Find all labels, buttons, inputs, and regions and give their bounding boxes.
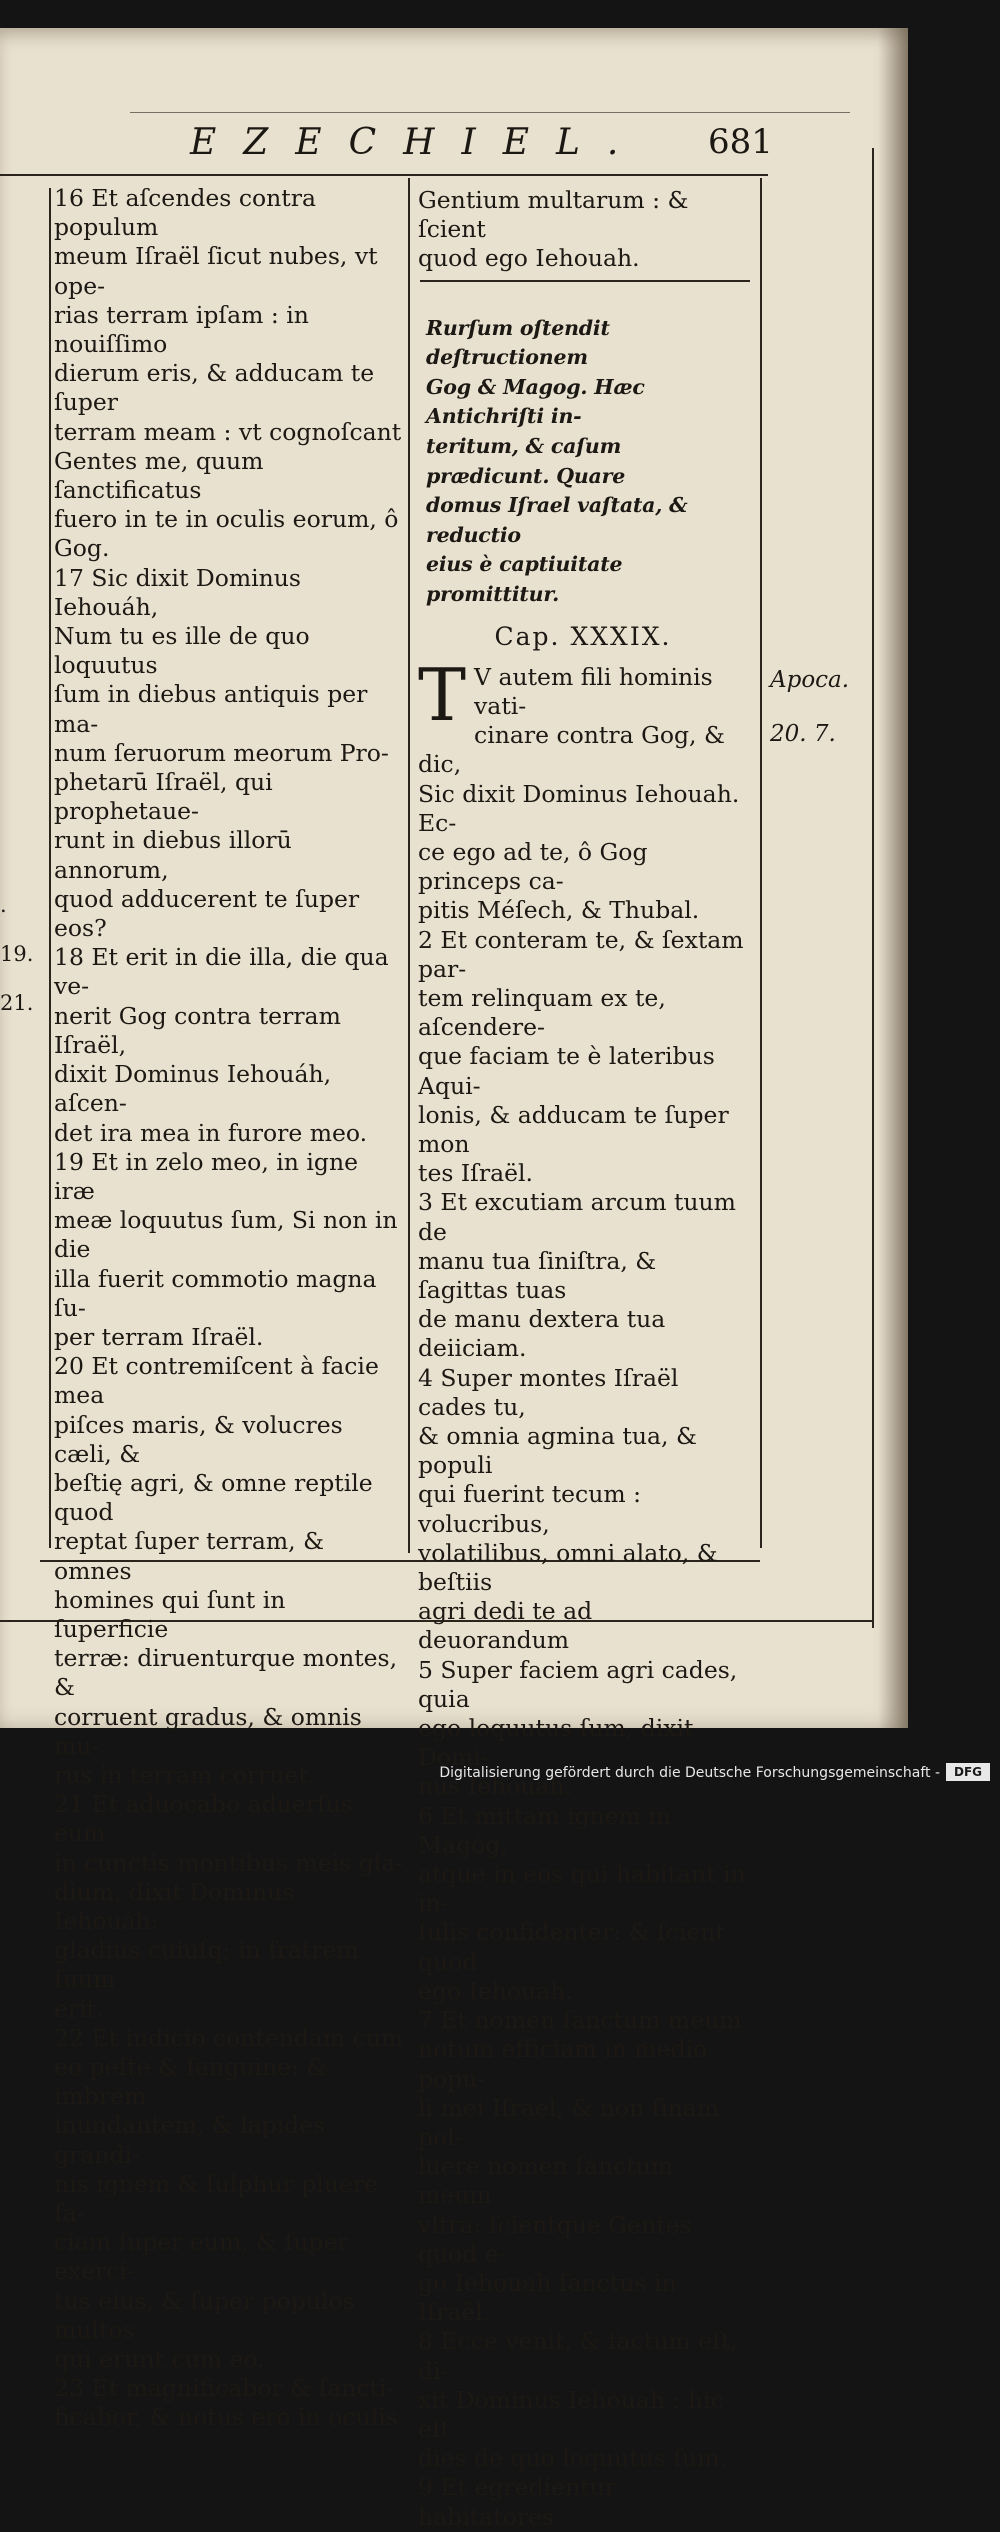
text-line: ſum in diebus antiquis per ma- <box>54 680 368 738</box>
text-line: beſtię agri, & omne reptile quod <box>54 1468 373 1527</box>
page-header <box>0 118 908 174</box>
right-column-continuation <box>418 186 748 274</box>
text-line: runt in diebus illorū annorum, <box>54 826 292 884</box>
text-line: agri dedi te ad deuorandum <box>418 1597 593 1655</box>
text-line: rias terram ipſam : in nouiſſimo <box>54 300 309 359</box>
text-line: 9 Et egredientur habitatores <box>418 2473 616 2531</box>
left-column <box>54 184 404 2433</box>
text-line: 3 Et excutiam arcum tuum de <box>418 1188 736 1246</box>
margin-fragment: 21. <box>0 991 34 1015</box>
text-line: 23 Et magnificabor & ſancti- <box>54 2374 395 2403</box>
text-line: terræ: diruenturque montes, & <box>54 1644 398 1702</box>
margin-note-line: 20. 7. <box>770 721 836 747</box>
header-rule <box>0 174 768 176</box>
text-line: luere nomen ſanctum meum <box>418 2152 674 2210</box>
text-line: Gentium multarum : & ſcient <box>418 186 689 244</box>
text-line: 2 Et conteram te, & ſextam par- <box>418 925 744 983</box>
text-line: tus eius, & ſuper populos multos <box>54 2286 355 2344</box>
text-line: meæ loquutus ſum, Si non in die <box>54 1206 398 1264</box>
dfg-logo: DFG <box>946 1763 990 1781</box>
text-line: li mei Iſrael, & non ſinam pol- <box>418 2093 720 2151</box>
column-divider <box>408 178 410 1553</box>
text-line: ce ego ad te, ô Gog princeps ca- <box>418 837 648 896</box>
text-line: piſces maris, & volucres cæli, & <box>54 1410 343 1468</box>
text-line: Gog. <box>54 534 110 563</box>
text-line: 19 Et in zelo meo, in igne iræ <box>54 1147 358 1205</box>
text-line: Sic dixit Dominus Iehouah. Ec- <box>418 779 740 837</box>
text-line: 21 Et aduocabo aduerſus eum <box>54 1790 353 1848</box>
text-line: homines qui ſunt in ſuperficie <box>54 1585 286 1643</box>
text-line: vltra: ſcientque Gentes quod e- <box>418 2210 692 2268</box>
text-line: det ira mea in furore meo. <box>54 1118 368 1147</box>
margin-fragment: 19. <box>0 942 34 966</box>
text-line: phetarū Iſraël, qui prophetaue- <box>54 768 273 826</box>
text-line: ciam ſuper eum, & ſuper exerci- <box>54 2228 349 2286</box>
text-line: reptat ſuper terram, & omnes <box>54 1527 325 1585</box>
text-line: illa fuerit commotio magna ſu- <box>54 1264 377 1322</box>
chapter-summary <box>418 314 748 610</box>
summary-line: eius è captiuitate promittitur. <box>426 552 623 606</box>
right-border-rule <box>760 178 762 1548</box>
text-line: dixit Dominus Iehouáh, aſcen- <box>54 1060 332 1118</box>
text-line: 6 Et mittam ignem in Magóg, <box>418 1801 671 1859</box>
text-line: volatilibus, omni alato, & beſtiis <box>418 1538 718 1597</box>
text-line: ſulis confidenter: & ſcient quod <box>418 1918 725 1976</box>
left-border-rule <box>49 188 51 1548</box>
text-line: lonis, & adducam te ſuper mon <box>418 1100 729 1158</box>
text-line: que faciam te è lateribus Aqui- <box>418 1042 715 1100</box>
text-line: ego loquutus ſum, dixit Domi- <box>418 1714 694 1772</box>
text-line: dium, dixit Dominus Iehouáh: <box>54 1877 295 1935</box>
text-line: 5 Super faciem agri cades, quia <box>418 1655 738 1713</box>
text-line: 17 Sic dixit Dominus Iehouáh, <box>54 563 301 621</box>
page-spine-shadow <box>878 28 908 1728</box>
text-line: pitis Méſech, & Thubal. <box>418 896 700 925</box>
text-line: qui erunt cum eo. <box>54 2345 265 2374</box>
text-line: corruent gradus, & omnis mu- <box>54 1702 362 1760</box>
running-title: EZECHIEL. <box>190 122 646 163</box>
text-line: cinare contra Gog, & dic, <box>418 721 725 779</box>
text-line: de manu dextera tua deiiciam. <box>418 1305 666 1363</box>
right-column <box>418 186 748 2532</box>
summary-line: Gog & Magog. Hæc Antichriſti in- <box>426 374 645 429</box>
text-line: nis ignem & ſulphur pluere fa- <box>54 2169 379 2228</box>
page-number: 681 <box>708 122 773 162</box>
margin-fragment: . <box>0 893 7 917</box>
text-line: & omnia agmina tua, & populi <box>418 1422 697 1480</box>
text-line: 22 Et iudicio contendam cum <box>54 2023 404 2052</box>
right-column-text <box>418 780 748 2532</box>
margin-left-fragments <box>0 870 34 1038</box>
text-line: 8 Ecce venit, & factum eſt, di- <box>418 2327 738 2385</box>
summary-line: teritum, & caſum prædicunt. Quare <box>426 433 626 488</box>
margin-note-reference <box>770 642 880 773</box>
dropcap-letter: T <box>418 652 467 737</box>
text-line: in cunctis montibus meis gla- <box>54 1848 404 1877</box>
text-line: quod ego Iehouah. <box>418 244 640 273</box>
text-line: Num tu es ille de quo loquutus <box>54 622 310 680</box>
text-line: 4 Super montes Iſraël cades tu, <box>418 1363 679 1421</box>
text-line: notum efficiam in medio popu- <box>418 2035 708 2093</box>
text-line: tes Iſraël. <box>418 1159 533 1188</box>
margin-note-line: Apoca. <box>770 667 850 693</box>
text-line: V autem fili hominis vati- <box>474 662 713 720</box>
header-rule-top <box>130 112 850 113</box>
text-line: per terram Iſraël. <box>54 1322 264 1351</box>
text-line: 20 Et contremiſcent à facie mea <box>54 1352 379 1410</box>
text-line: xit Dominus Iehouah : hic eſt <box>418 2385 724 2443</box>
text-line: ego Iehouah. <box>418 1976 573 2005</box>
text-line: 18 Et erit in die illa, die qua ve- <box>54 943 389 1001</box>
text-line: meum Iſraël ſicut nubes, vt ope- <box>54 242 378 300</box>
text-line: 7 Et nomen ſanctum meum <box>418 2006 742 2035</box>
summary-line: Rurſum oſtendit deſtructionem <box>426 315 610 370</box>
summary-line: domus Iſrael vaſtata, & reductio <box>426 493 688 547</box>
text-line: eo peſte & ſanguine: & imbrem <box>54 2053 328 2111</box>
text-line: num ſeruorum meorum Pro- <box>54 738 389 767</box>
text-line: manu tua ſiniſtra, & ſagittas tuas <box>418 1246 657 1305</box>
chapter-opening <box>418 652 748 780</box>
text-line: rus in terram corruet. <box>54 1760 316 1789</box>
text-line: 16 Et aſcendes contra populum <box>54 184 316 242</box>
text-line: atque in eos qui habitant in in- <box>418 1860 746 1918</box>
text-line: nus Iehouah. <box>418 1772 573 1801</box>
text-line: nerit Gog contra terram Iſraël, <box>54 1001 341 1059</box>
text-line: dies de quo loquutus ſum. <box>418 2444 727 2473</box>
text-line: tem relinquam ex te, aſcendere- <box>418 983 666 1042</box>
dropcap-lines <box>418 652 748 780</box>
chapter-heading: Cap. XXXIX. <box>494 621 672 651</box>
text-line: terram meam : vt cognoſcant <box>54 417 402 446</box>
text-line: fuero in te in oculis eorum, ô <box>54 505 399 534</box>
text-line: ficabor, & notus ero in oculis <box>54 2403 398 2432</box>
text-line: quod adducerent te ſuper eos? <box>54 884 360 943</box>
text-line: go Iehouah ſanctus in Iſraël. <box>418 2268 677 2327</box>
text-line: inundantem, & lapides grandi- <box>54 2111 326 2169</box>
text-line: erit. <box>54 1994 104 2023</box>
outer-right-rule <box>872 148 874 1628</box>
text-line: qui fuerint tecum : volucribus, <box>418 1480 642 1538</box>
text-line: dierum eris, & adducam te ſuper <box>54 359 375 417</box>
text-line: gladius cuiuſq; in fratrem ſuum <box>54 1936 359 1994</box>
text-line: Gentes me, quum ſanctificatus <box>54 446 264 505</box>
digitization-credit: Digitalisierung gefördert durch die Deutsche Forschungsgemeinschaft - <box>439 1765 940 1781</box>
